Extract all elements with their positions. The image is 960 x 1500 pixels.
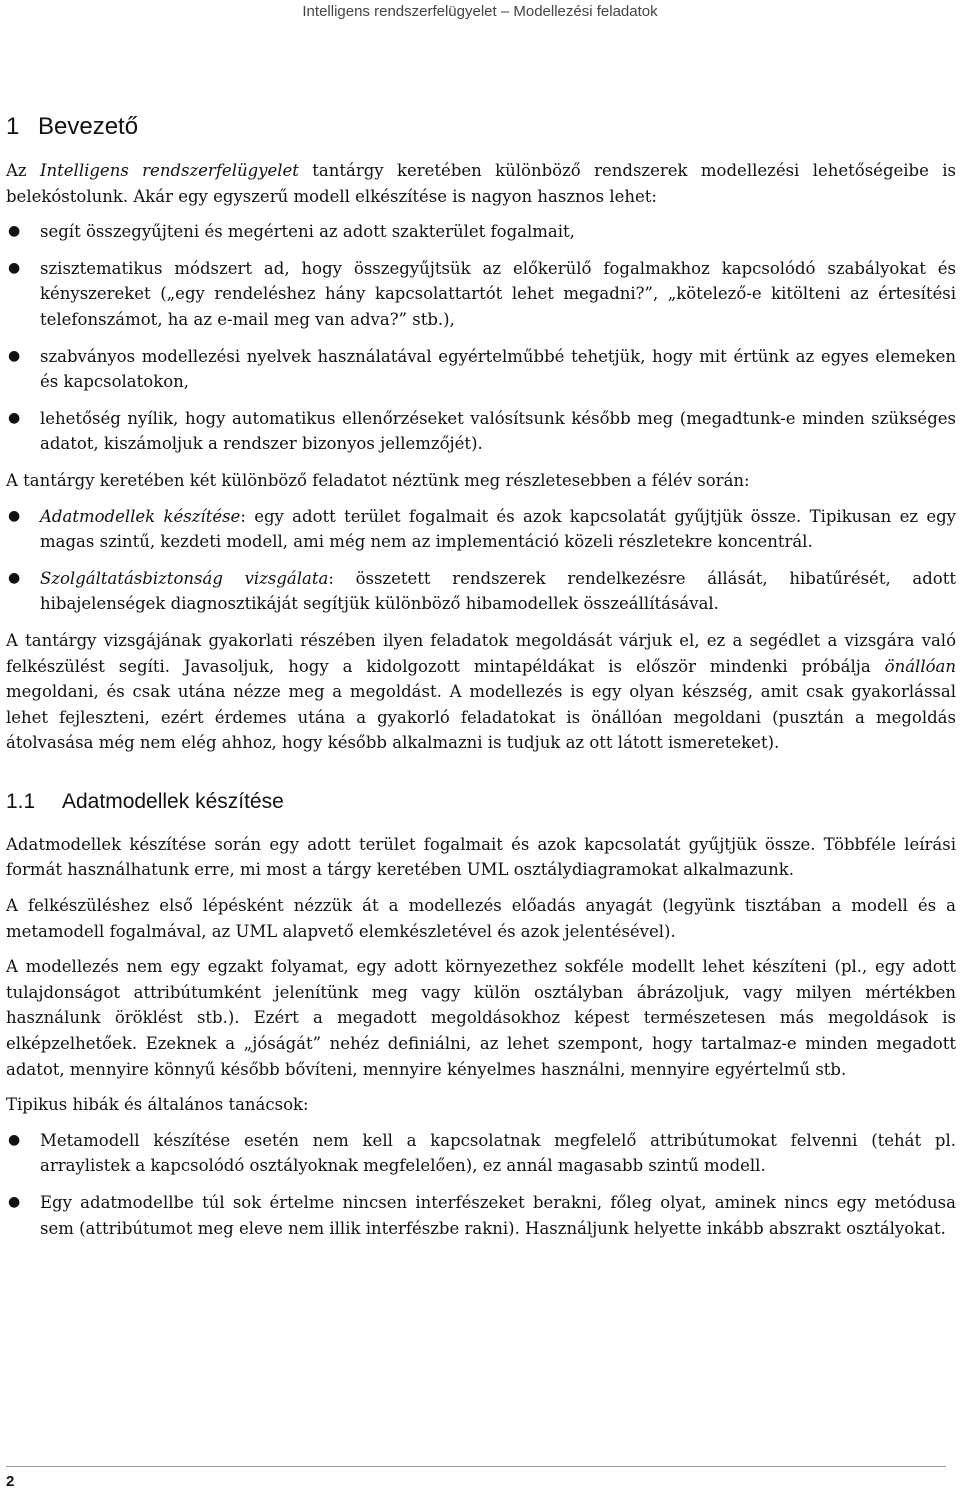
list-item: ● szabványos modellezési nyelvek használatával egyértelműbbé tehetjük, hogy mit értünk az egyes elemeken és kapcsolatokon, <box>6 344 956 395</box>
tips-list <box>6 1128 956 1241</box>
document-body <box>6 112 956 1252</box>
bullet-icon: ● <box>8 259 21 276</box>
running-header <box>0 0 960 28</box>
section-heading-1-1 <box>6 788 956 816</box>
body-paragraph: A felkészüléshez első lépésként nézzük át a modellezés előadás anyagát (legyünk tisztában a modell és a metamodell fogalmával, az UML alapvető elemkészletével és azok jelentésével). <box>6 896 956 941</box>
section-title: Bevezető <box>38 113 139 140</box>
exam-paragraph: A tantárgy vizsgájának gyakorlati részében ilyen feladatok megoldását várjuk el, ez a segédlet a vizsgára való felkészülést segíti. Javasoljuk, hogy a kidolgozott mintapéldákat is először mindenki próbálja önállóan megoldani, és csak utána nézze meg a megoldást. A modellezés is egy olyan készség, amit csak gyakorlással lehet fejleszteni, ezért érdemes utána a gyakorló feladatokat is önállóan megoldani (pusztán a megoldás átolvasása még nem elég ahhoz, hogy később alkalmazni is tudjuk az ott látott ismereteket). <box>6 630 956 753</box>
list-item: ● Adatmodellek készítése: egy adott terület fogalmait és azok kapcsolatát gyűjtjük össze. Tipikusan ez egy magas szintű, kezdeti modell, ami még nem az implementáció közeli részletekre koncentrál. <box>6 504 956 555</box>
bullet-icon: ● <box>8 409 21 426</box>
benefits-list <box>6 219 956 457</box>
page-footer <box>6 1466 946 1500</box>
section-number: 1.1 <box>6 789 36 813</box>
bullet-icon: ● <box>8 507 21 524</box>
intro-paragraph: Az Intelligens rendszerfelügyelet tantárgy keretében különböző rendszerek modellezési lehetőségeibe is belekóstolunk. Akár egy egyszerű modell elkészítése is nagyon hasznos lehet: <box>6 161 956 206</box>
section-heading-1 <box>6 112 956 142</box>
tasks-intro-paragraph: A tantárgy keretében két különböző feladatot néztünk meg részletesebben a félév során: <box>6 470 750 490</box>
tips-intro-paragraph: Tipikus hibák és általános tanácsok: <box>6 1095 309 1115</box>
bullet-icon: ● <box>8 1131 21 1148</box>
list-item: ● lehetőség nyílik, hogy automatikus ellenőrzéseket valósítsunk később meg (megadtunk-e minden szükséges adatot, kiszámoljuk a rendszer bizonyos jellemzőjét). <box>6 406 956 457</box>
section-title: Adatmodellek készítése <box>62 789 284 813</box>
section-number: 1 <box>6 113 20 140</box>
task-term: Adatmodellek készítése <box>40 506 241 526</box>
bullet-icon: ● <box>8 347 21 364</box>
list-item: ● Egy adatmodellbe túl sok értelme nincsen interfészeket berakni, főleg olyat, aminek nincs egy metódusa sem (attribútumot meg eleve nem illik interfészbe rakni). Használjunk helyette inkább abszrakt osztályokat. <box>6 1190 956 1241</box>
task-term: Szolgáltatásbiztonság vizsgálata <box>40 568 329 588</box>
page-number: 2 <box>6 1473 15 1490</box>
list-item: ● Metamodell készítése esetén nem kell a kapcsolatnak megfelelő attribútumokat felvenni (tehát pl. arraylistek a kapcsolódó osztályoknak megfelelően), ez annál magasabb szintű modell. <box>6 1128 956 1179</box>
course-name: Intelligens rendszerfelügyelet <box>40 161 299 180</box>
bullet-icon: ● <box>8 1194 21 1210</box>
body-paragraph: Adatmodellek készítése során egy adott terület fogalmait és azok kapcsolatát gyűjtjük össze. Többféle leírási formát használhatunk erre, mi most a tárgy keretében UML osztálydiagramokat alkalmazunk. <box>6 834 956 880</box>
list-item: ● segít összegyűjteni és megérteni az adott szakterület fogalmait, <box>6 219 956 245</box>
list-item: ● szisztematikus módszert ad, hogy összegyűjtsük az előkerülő fogalmakhoz kapcsolódó szabályokat és kényszereket („egy rendeléshez hány kapcsolattartót lehet megadni?”, „kötelező-e kitölteni az értesítési telefonszámot, ha az e-mail meg van adva?” stb.), <box>6 256 956 333</box>
bullet-icon: ● <box>8 569 21 586</box>
running-title: Intelligens rendszerfelügyelet – Modellezési feladatok <box>302 3 658 20</box>
bullet-icon: ● <box>8 223 21 240</box>
list-item: ● Szolgáltatásbiztonság vizsgálata: összetett rendszerek rendelkezésre állását, hibatűrését, adott hibajelenségek diagnosztikáját segítjük különböző hibamodellek összeállításával. <box>6 566 956 617</box>
tasks-list <box>6 504 956 617</box>
body-paragraph: A modellezés nem egy egzakt folyamat, egy adott környezethez sokféle modellt lehet készíteni (pl., egy adott tulajdonságot attribútumként jelenítünk meg vagy külön osztályban ábrázoljuk, vagy milyen mértékben használunk öröklést stb.). Ezért a megadott megoldásokhoz képest természetesen más megoldások is elképzelhetőek. Ezeknek a „jóságát” nehéz definiálni, az lehet szempont, hogy tartalmaz-e minden megadott adatot, mennyire könnyű később bővíteni, mennyire kényelmes használni, mennyire egyértelmű stb. <box>6 957 956 1079</box>
